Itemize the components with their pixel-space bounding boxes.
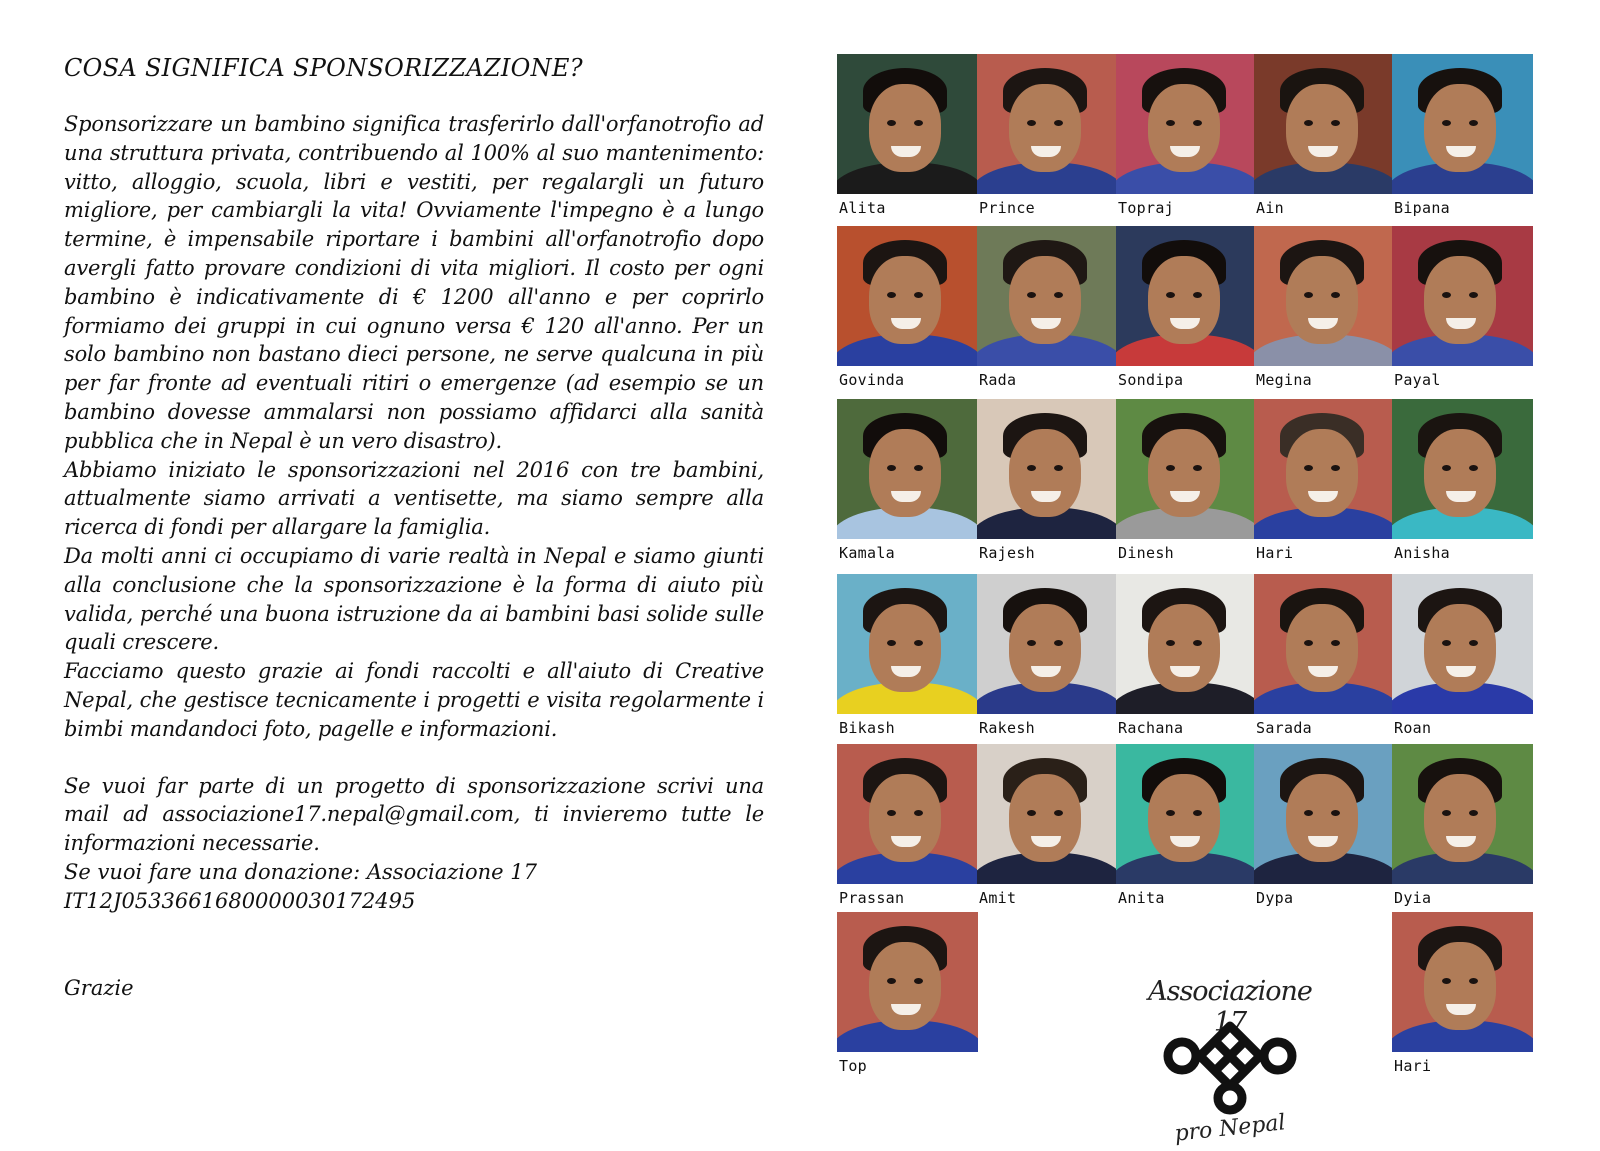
face xyxy=(1009,604,1081,692)
children-photo-grid xyxy=(839,54,1567,1147)
face xyxy=(1009,429,1081,517)
child-photo xyxy=(1392,574,1533,714)
child-photo xyxy=(977,574,1118,714)
child-photo xyxy=(1392,54,1533,194)
eye xyxy=(1331,810,1340,816)
face xyxy=(1148,429,1220,517)
article-title: COSA SIGNIFICA SPONSORIZZAZIONE? xyxy=(64,54,583,82)
eye xyxy=(887,120,896,126)
eye xyxy=(1442,292,1451,298)
eye xyxy=(1469,640,1478,646)
eye xyxy=(887,465,896,471)
eye xyxy=(1331,120,1340,126)
face xyxy=(869,774,941,862)
eye xyxy=(887,810,896,816)
eye xyxy=(914,978,923,984)
eye xyxy=(1054,120,1063,126)
child-name: Amit xyxy=(979,889,1017,907)
child-name: Bikash xyxy=(839,719,895,737)
paragraph-3: Da molti anni ci occupiamo di varie realtà in Nepal e siamo giunti alla conclusione che la sponsorizzazione è la forma di aiuto più valida, perché una buona istruzione da ai bambini basi solide sulle quali crescere. xyxy=(64,543,764,655)
child-photo xyxy=(837,912,978,1052)
face xyxy=(1424,84,1496,172)
face xyxy=(1009,774,1081,862)
eye xyxy=(1193,640,1202,646)
child-photo xyxy=(1392,226,1533,366)
face xyxy=(1286,774,1358,862)
child-photo xyxy=(1116,399,1257,539)
logo-title: Associazione 17 xyxy=(1148,976,1312,1038)
child-photo xyxy=(1116,744,1257,884)
child-photo xyxy=(1116,226,1257,366)
eye xyxy=(1331,465,1340,471)
eye xyxy=(1193,465,1202,471)
face xyxy=(1009,256,1081,344)
eye xyxy=(1054,810,1063,816)
face xyxy=(869,84,941,172)
eye xyxy=(1054,292,1063,298)
face xyxy=(869,604,941,692)
child-photo xyxy=(977,744,1118,884)
child-name: Dinesh xyxy=(1118,544,1174,562)
article xyxy=(64,54,764,1002)
eye xyxy=(887,292,896,298)
eye xyxy=(1469,465,1478,471)
eye xyxy=(1193,120,1202,126)
child-name: Rajesh xyxy=(979,544,1035,562)
child-photo xyxy=(1116,54,1257,194)
face xyxy=(1286,604,1358,692)
eye xyxy=(1166,810,1175,816)
child-photo xyxy=(1392,912,1533,1052)
child-photo xyxy=(977,399,1118,539)
child-photo xyxy=(977,226,1118,366)
face xyxy=(869,942,941,1030)
eye xyxy=(887,978,896,984)
child-name: Dyia xyxy=(1394,889,1432,907)
eye xyxy=(1027,640,1036,646)
eye xyxy=(1442,640,1451,646)
child-name: Dypa xyxy=(1256,889,1294,907)
child-name: Govinda xyxy=(839,371,905,389)
paragraph-4: Facciamo questo grazie ai fondi raccolti e all'aiuto di Creative Nepal, che gestisce tecnicamente i progetti e visita regolarmente i bimbi mandandoci foto, pagelle e informazioni. xyxy=(64,659,764,741)
child-name: Hari xyxy=(1256,544,1294,562)
child-name: Bipana xyxy=(1394,199,1450,217)
eye xyxy=(1193,292,1202,298)
child-photo xyxy=(837,399,978,539)
paragraph-contact: Se vuoi far parte di un progetto di sponsorizzazione scrivi una mail ad associazione17.nepal@gmail.com, ti invieremo tutte le informazioni necessarie. xyxy=(64,773,764,856)
eye xyxy=(1027,120,1036,126)
eye xyxy=(1442,120,1451,126)
child-photo xyxy=(1392,744,1533,884)
face xyxy=(1424,774,1496,862)
logo-subtitle: pro Nepal xyxy=(1173,1110,1287,1147)
eye xyxy=(1304,465,1313,471)
eye xyxy=(1469,292,1478,298)
child-name: Ain xyxy=(1256,199,1284,217)
child-name: Payal xyxy=(1394,371,1441,389)
child-photo xyxy=(1254,744,1395,884)
eye xyxy=(914,640,923,646)
eye xyxy=(1027,810,1036,816)
iban: IT12J0533661680000030172495 xyxy=(64,888,416,913)
association-logo xyxy=(1130,976,1330,1151)
child-photo xyxy=(837,226,978,366)
child-name: Prassan xyxy=(839,889,905,907)
child-name: Rachana xyxy=(1118,719,1184,737)
eye xyxy=(1304,810,1313,816)
donation-line: Se vuoi fare una donazione: Associazione 17 xyxy=(64,859,537,884)
eye xyxy=(1442,810,1451,816)
child-photo xyxy=(1392,399,1533,539)
child-photo xyxy=(1254,226,1395,366)
eye xyxy=(1304,120,1313,126)
child-name: Sondipa xyxy=(1118,371,1184,389)
eye xyxy=(1054,640,1063,646)
child-photo xyxy=(977,54,1118,194)
face xyxy=(1148,84,1220,172)
child-photo xyxy=(1254,399,1395,539)
child-name: Hari xyxy=(1394,1057,1432,1075)
eye xyxy=(1442,978,1451,984)
eye xyxy=(1469,978,1478,984)
eye xyxy=(1331,292,1340,298)
child-photo xyxy=(1254,54,1395,194)
child-photo xyxy=(1116,574,1257,714)
face xyxy=(1286,429,1358,517)
child-photo xyxy=(1254,574,1395,714)
eye xyxy=(1193,810,1202,816)
child-photo xyxy=(837,744,978,884)
face xyxy=(1286,84,1358,172)
eye xyxy=(887,640,896,646)
face xyxy=(1148,774,1220,862)
child-photo xyxy=(837,54,978,194)
child-name: Roan xyxy=(1394,719,1432,737)
eye xyxy=(914,120,923,126)
eye xyxy=(1027,292,1036,298)
child-name: Alita xyxy=(839,199,886,217)
face xyxy=(1424,429,1496,517)
child-name: Topraj xyxy=(1118,199,1174,217)
eye xyxy=(1304,292,1313,298)
face xyxy=(1424,256,1496,344)
eye xyxy=(1166,120,1175,126)
face xyxy=(869,429,941,517)
child-photo xyxy=(837,574,978,714)
eye xyxy=(1166,292,1175,298)
face xyxy=(1148,256,1220,344)
paragraph-2: Abbiamo iniziato le sponsorizzazioni nel 2016 con tre bambini, attualmente siamo arrivati a ventisette, ma siamo sempre alla ricerca di fondi per allargare la famiglia. xyxy=(64,457,764,540)
face xyxy=(869,256,941,344)
child-name: Prince xyxy=(979,199,1035,217)
face xyxy=(1286,256,1358,344)
endless-knot-icon xyxy=(1160,1016,1300,1116)
child-name: Anita xyxy=(1118,889,1165,907)
eye xyxy=(1331,640,1340,646)
eye xyxy=(1304,640,1313,646)
eye xyxy=(914,810,923,816)
child-name: Anisha xyxy=(1394,544,1450,562)
child-name: Rakesh xyxy=(979,719,1035,737)
face xyxy=(1148,604,1220,692)
face xyxy=(1424,604,1496,692)
face xyxy=(1009,84,1081,172)
eye xyxy=(1166,465,1175,471)
child-name: Rada xyxy=(979,371,1017,389)
child-name: Kamala xyxy=(839,544,895,562)
eye xyxy=(1054,465,1063,471)
child-name: Megina xyxy=(1256,371,1312,389)
face xyxy=(1424,942,1496,1030)
child-name: Top xyxy=(839,1057,867,1075)
eye xyxy=(1469,120,1478,126)
closing: Grazie xyxy=(64,975,134,1000)
eye xyxy=(1027,465,1036,471)
eye xyxy=(1166,640,1175,646)
eye xyxy=(914,465,923,471)
child-name: Sarada xyxy=(1256,719,1312,737)
paragraph-1: Sponsorizzare un bambino significa trasferirlo dall'orfanotrofio ad una struttura privata, contribuendo al 100% al suo mantenimento: vitto, alloggio, scuola, libri e vestiti, per regalargli un futuro migliore, per cambiargli la vita! Ovviamente l'impegno è a lungo termine, è impensabile riportare i bambini all'orfanotrofio dopo avergli fatto provare condizioni di vita migliori. Il costo per ogni bambino è indicativamente di € 1200 all'anno e per coprirlo formiamo dei gruppi in cui ognuno versa € 120 all'anno. Per un solo bambino non bastano dieci persone, ne serve qualcuna in più per far fronte ad eventuali ritiri o emergenze (ad esempio se un bambino dovesse ammalarsi non possiamo affidarci alla sanità pubblica che in Nepal è un vero disastro). xyxy=(64,112,764,453)
eye xyxy=(914,292,923,298)
eye xyxy=(1442,465,1451,471)
eye xyxy=(1469,810,1478,816)
